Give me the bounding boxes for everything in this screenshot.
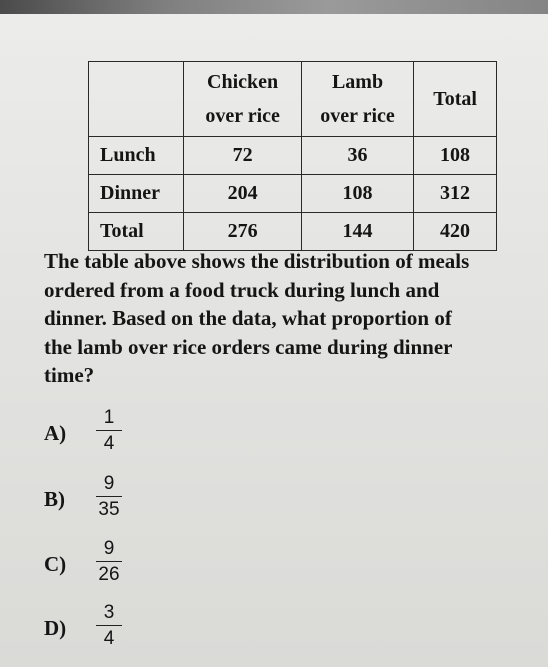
answer-choice-d[interactable]: [44, 602, 244, 654]
question-line: ordered from a food truck during lunch and: [44, 277, 440, 302]
cell-lunch-chicken: 72: [184, 137, 302, 175]
table-header-row: [89, 62, 497, 137]
header-blank-cell: [89, 62, 184, 137]
choice-letter: A): [44, 421, 67, 445]
answer-choice-a[interactable]: [44, 407, 244, 459]
question-line: dinner. Based on the data, what proportion of: [44, 306, 452, 330]
table-row: [89, 137, 497, 175]
cell-total-lamb: 144: [301, 213, 413, 251]
choice-fraction: [96, 407, 122, 455]
fraction-numerator: 1: [103, 407, 115, 428]
fraction-denominator: 26: [98, 564, 120, 585]
top-edge-strip: [0, 0, 548, 14]
row-label-dinner: Dinner: [89, 175, 184, 213]
header-chicken-line1: Chicken: [207, 71, 279, 93]
cell-lunch-lamb: 36: [301, 137, 413, 175]
choice-fraction: [96, 473, 122, 521]
fraction-denominator: 4: [103, 628, 115, 649]
header-lamb-line2: over rice: [320, 105, 395, 127]
answer-choice-c[interactable]: [44, 538, 244, 590]
worksheet-page: [0, 14, 548, 667]
choice-fraction: [96, 538, 122, 586]
fraction-bar: [96, 561, 122, 562]
fraction-bar: [96, 496, 122, 497]
fraction-denominator: 35: [98, 499, 120, 520]
table-row: [89, 175, 497, 213]
header-total: Total: [414, 62, 497, 137]
cell-total-chicken: 276: [184, 213, 302, 251]
header-chicken-over-rice: [184, 62, 302, 137]
cell-dinner-lamb: 108: [301, 175, 413, 213]
choice-fraction: [96, 602, 122, 650]
cell-lunch-total: 108: [414, 137, 497, 175]
row-label-total: Total: [89, 213, 184, 251]
cell-dinner-total: 312: [414, 175, 497, 213]
fraction-bar: [96, 625, 122, 626]
meal-distribution-table: [88, 61, 497, 251]
question-line: The table above shows the distribution of meals: [44, 249, 470, 273]
cell-total-total: 420: [414, 213, 497, 251]
row-label-lunch: Lunch: [89, 137, 184, 175]
question-line: time?: [44, 363, 95, 387]
question-text: [44, 247, 534, 390]
header-lamb-over-rice: [301, 62, 413, 137]
header-chicken-line2: over rice: [205, 105, 280, 127]
cell-dinner-chicken: 204: [184, 175, 302, 213]
question-line: the lamb over rice orders came during dinner: [44, 334, 453, 359]
fraction-denominator: 4: [103, 433, 115, 454]
fraction-numerator: 3: [103, 602, 115, 623]
table-row: [89, 213, 497, 251]
fraction-bar: [96, 430, 122, 431]
header-lamb-line1: Lamb: [331, 71, 384, 93]
fraction-numerator: 9: [103, 538, 115, 559]
choice-letter: B): [44, 487, 65, 511]
fraction-numerator: 9: [103, 473, 115, 494]
choice-letter: D): [44, 616, 67, 640]
answer-choice-b[interactable]: [44, 473, 244, 525]
choice-letter: C): [44, 552, 67, 576]
